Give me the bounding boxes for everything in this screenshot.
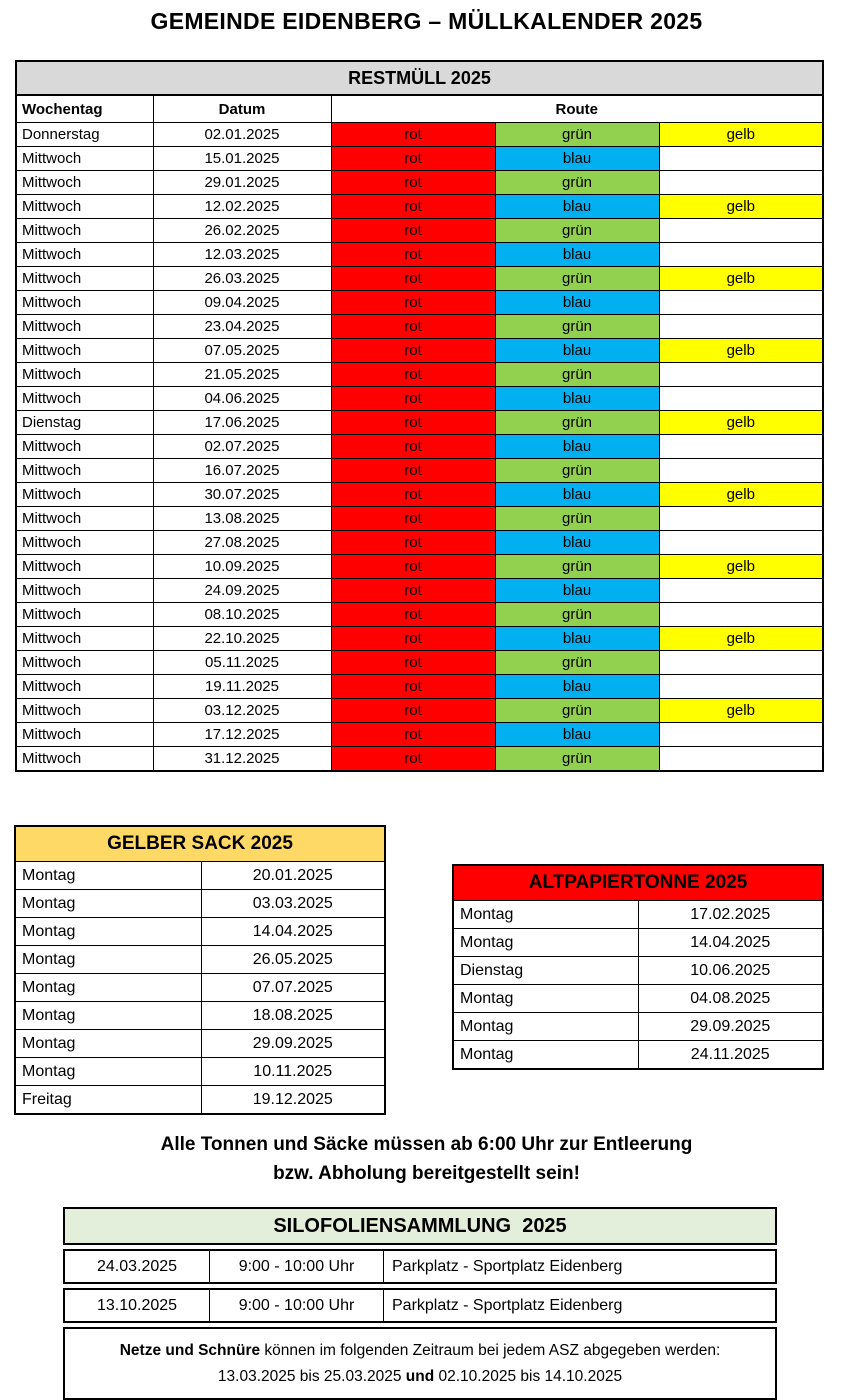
gelber-sack-body [15,862,385,1115]
route-cell-rot: rot [331,411,495,435]
route-cell-empty [659,243,823,267]
route-cell-rot: rot [331,723,495,747]
route-cell-gruen: grün [495,747,659,772]
silofolien-note [63,1327,777,1400]
date-cell: 17.12.2025 [153,723,331,747]
table-row [16,483,823,507]
weekday-cell: Montag [15,918,201,946]
altpapier-title: ALTPAPIERTONNE 2025 [453,865,823,901]
route-cell-gruen: grün [495,507,659,531]
date-cell: 10.11.2025 [201,1058,385,1086]
weekday-cell: Mittwoch [16,363,153,387]
altpapier-body [453,901,823,1070]
table-row [15,1030,385,1058]
route-cell-empty [659,363,823,387]
route-cell-blau: blau [495,147,659,171]
altpapier-title-row [453,865,823,901]
collection-location-cell: Parkplatz - Sportplatz Eidenberg [383,1251,775,1282]
table-row [16,171,823,195]
weekday-cell: Mittwoch [16,339,153,363]
route-cell-gruen: grün [495,123,659,147]
route-cell-empty [659,603,823,627]
route-cell-rot: rot [331,387,495,411]
table-row [15,1002,385,1030]
table-row [453,957,823,985]
table-row [16,579,823,603]
gelber-sack-table [14,825,386,1115]
date-cell: 03.12.2025 [153,699,331,723]
weekday-cell: Mittwoch [16,627,153,651]
weekday-cell: Freitag [15,1086,201,1115]
column-header-weekday: Wochentag [16,95,153,123]
silofolien-title: SILOFOLIENSAMMLUNG 2025 [63,1207,777,1245]
route-cell-gruen: grün [495,603,659,627]
route-cell-empty [659,675,823,699]
page-title: GEMEINDE EIDENBERG – MÜLLKALENDER 2025 [150,8,703,34]
route-cell-rot: rot [331,267,495,291]
route-cell-empty [659,435,823,459]
note-text-2b: 02.10.2025 bis 14.10.2025 [434,1367,623,1385]
table-row [16,387,823,411]
note-text-1: können im folgenden Zeitraum bei jedem ASZ abgegeben werden: [260,1342,721,1359]
weekday-cell: Mittwoch [16,243,153,267]
weekday-cell: Montag [15,946,201,974]
route-cell-gelb: gelb [659,267,823,291]
table-row [16,627,823,651]
column-header-route: Route [331,95,823,123]
route-cell-empty [659,747,823,772]
weekday-cell: Mittwoch [16,507,153,531]
route-cell-blau: blau [495,531,659,555]
route-cell-blau: blau [495,387,659,411]
route-cell-gelb: gelb [659,627,823,651]
table-row [16,459,823,483]
date-cell: 09.04.2025 [153,291,331,315]
weekday-cell: Mittwoch [16,171,153,195]
route-cell-gelb: gelb [659,123,823,147]
route-cell-gelb: gelb [659,411,823,435]
table-row [15,1086,385,1115]
collection-time-cell: 9:00 - 10:00 Uhr [209,1251,383,1282]
table-row [15,974,385,1002]
route-cell-gelb: gelb [659,483,823,507]
route-cell-blau: blau [495,195,659,219]
route-cell-rot: rot [331,363,495,387]
table-row [16,147,823,171]
table-row [16,555,823,579]
weekday-cell: Mittwoch [16,531,153,555]
date-cell: 12.03.2025 [153,243,331,267]
route-cell-gelb: gelb [659,195,823,219]
date-cell: 20.01.2025 [201,862,385,890]
table-row [453,1041,823,1070]
column-header-date: Datum [153,95,331,123]
route-cell-empty [659,459,823,483]
route-cell-rot: rot [331,195,495,219]
date-cell: 19.12.2025 [201,1086,385,1115]
table-row [15,946,385,974]
table-row [15,890,385,918]
route-cell-rot: rot [331,171,495,195]
weekday-cell: Mittwoch [16,147,153,171]
date-cell: 17.06.2025 [153,411,331,435]
route-cell-blau: blau [495,243,659,267]
table-row [16,747,823,772]
date-cell: 07.05.2025 [153,339,331,363]
table-row [15,1058,385,1086]
route-cell-gelb: gelb [659,339,823,363]
collection-time-cell: 9:00 - 10:00 Uhr [209,1290,383,1321]
date-cell: 04.08.2025 [638,985,823,1013]
date-cell: 24.11.2025 [638,1041,823,1070]
date-cell: 26.02.2025 [153,219,331,243]
route-cell-rot: rot [331,507,495,531]
date-cell: 04.06.2025 [153,387,331,411]
weekday-cell: Montag [15,1030,201,1058]
route-cell-gruen: grün [495,315,659,339]
weekday-cell: Mittwoch [16,579,153,603]
date-cell: 13.08.2025 [153,507,331,531]
route-cell-empty [659,147,823,171]
table-row [453,901,823,929]
weekday-cell: Montag [453,985,638,1013]
route-cell-rot: rot [331,603,495,627]
route-cell-blau: blau [495,483,659,507]
collection-date-cell: 13.10.2025 [96,1296,178,1314]
weekday-cell: Dienstag [453,957,638,985]
silofolien-section [63,1207,777,1400]
date-cell: 30.07.2025 [153,483,331,507]
date-cell: 14.04.2025 [201,918,385,946]
table-row [16,339,823,363]
weekday-cell: Mittwoch [16,291,153,315]
route-cell-blau: blau [495,723,659,747]
weekday-cell: Mittwoch [16,723,153,747]
route-cell-rot: rot [331,531,495,555]
table-row [16,267,823,291]
notice-text [0,1131,853,1188]
weekday-cell: Mittwoch [16,603,153,627]
route-cell-empty [659,219,823,243]
route-cell-rot: rot [331,627,495,651]
table-row [16,243,823,267]
table-row [16,699,823,723]
date-cell: 21.05.2025 [153,363,331,387]
route-cell-empty [659,723,823,747]
restmuell-title-row [16,61,823,95]
silofolien-rows [63,1249,777,1323]
weekday-cell: Montag [15,890,201,918]
table-row [16,507,823,531]
date-cell: 12.02.2025 [153,195,331,219]
weekday-cell: Mittwoch [16,459,153,483]
table-row [16,291,823,315]
weekday-cell: Montag [453,1041,638,1070]
route-cell-rot: rot [331,459,495,483]
route-cell-blau: blau [495,675,659,699]
route-cell-gelb: gelb [659,555,823,579]
weekday-cell: Montag [453,901,638,929]
weekday-cell: Montag [15,862,201,890]
date-cell: 26.05.2025 [201,946,385,974]
route-cell-empty [659,507,823,531]
route-cell-rot: rot [331,435,495,459]
weekday-cell: Mittwoch [16,675,153,699]
weekday-cell: Montag [453,929,638,957]
date-cell: 15.01.2025 [153,147,331,171]
restmuell-table [15,60,824,772]
route-cell-gruen: grün [495,651,659,675]
table-row [16,603,823,627]
route-cell-rot: rot [331,555,495,579]
gelber-sack-title: GELBER SACK 2025 [15,826,385,862]
route-cell-rot: rot [331,699,495,723]
weekday-cell: Mittwoch [16,651,153,675]
note-bold-lead: Netze und Schnüre [119,1342,261,1359]
route-cell-rot: rot [331,747,495,772]
weekday-cell: Mittwoch [16,435,153,459]
date-cell: 08.10.2025 [153,603,331,627]
route-cell-empty [659,315,823,339]
route-cell-rot: rot [331,675,495,699]
restmuell-body [16,123,823,772]
notice-line-2: bzw. Abholung bereitgestellt sein! [273,1162,580,1184]
weekday-cell: Mittwoch [16,219,153,243]
silofolien-note-line-2 [77,1364,763,1390]
table-row [453,929,823,957]
date-cell: 02.07.2025 [153,435,331,459]
route-cell-gruen: grün [495,411,659,435]
collection-date-cell: 24.03.2025 [96,1257,178,1275]
table-row [453,1013,823,1041]
date-cell: 26.03.2025 [153,267,331,291]
date-cell: 17.02.2025 [638,901,823,929]
silofolien-row [63,1249,777,1284]
weekday-cell: Mittwoch [16,195,153,219]
date-cell: 23.04.2025 [153,315,331,339]
silofolien-row [63,1288,777,1323]
route-cell-rot: rot [331,483,495,507]
route-cell-blau: blau [495,435,659,459]
date-cell: 03.03.2025 [201,890,385,918]
route-cell-blau: blau [495,291,659,315]
table-row [453,985,823,1013]
table-row [16,675,823,699]
gelber-sack-title-row [15,826,385,862]
weekday-cell: Mittwoch [16,483,153,507]
date-cell: 05.11.2025 [153,651,331,675]
date-cell: 16.07.2025 [153,459,331,483]
weekday-cell: Mittwoch [16,387,153,411]
table-row [16,195,823,219]
date-cell: 27.08.2025 [153,531,331,555]
route-cell-rot: rot [331,147,495,171]
route-cell-blau: blau [495,339,659,363]
weekday-cell: Dienstag [16,411,153,435]
restmuell-column-header-row [16,95,823,123]
table-row [16,123,823,147]
route-cell-gruen: grün [495,171,659,195]
note-bold-und: und [405,1367,435,1385]
weekday-cell: Montag [15,974,201,1002]
route-cell-empty [659,579,823,603]
table-row [16,411,823,435]
table-row [16,435,823,459]
date-cell: 29.09.2025 [201,1030,385,1058]
route-cell-gruen: grün [495,219,659,243]
weekday-cell: Mittwoch [16,699,153,723]
date-cell: 07.07.2025 [201,974,385,1002]
route-cell-gelb: gelb [659,699,823,723]
restmuell-title: RESTMÜLL 2025 [16,61,823,95]
altpapier-table [452,864,824,1070]
weekday-cell: Montag [453,1013,638,1041]
table-row [16,219,823,243]
route-cell-rot: rot [331,219,495,243]
route-cell-rot: rot [331,579,495,603]
table-row [15,918,385,946]
table-row [16,363,823,387]
table-row [16,315,823,339]
table-row [16,723,823,747]
date-cell: 19.11.2025 [153,675,331,699]
date-cell: 31.12.2025 [153,747,331,772]
collection-location-cell: Parkplatz - Sportplatz Eidenberg [383,1290,775,1321]
route-cell-rot: rot [331,243,495,267]
route-cell-empty [659,531,823,555]
route-cell-blau: blau [495,627,659,651]
table-row [16,531,823,555]
route-cell-rot: rot [331,339,495,363]
date-cell: 22.10.2025 [153,627,331,651]
route-cell-rot: rot [331,123,495,147]
date-cell: 29.09.2025 [638,1013,823,1041]
table-row [16,651,823,675]
route-cell-empty [659,387,823,411]
date-cell: 14.04.2025 [638,929,823,957]
route-cell-rot: rot [331,315,495,339]
date-cell: 02.01.2025 [153,123,331,147]
route-cell-gruen: grün [495,267,659,291]
route-cell-gruen: grün [495,555,659,579]
weekday-cell: Mittwoch [16,267,153,291]
route-cell-gruen: grün [495,459,659,483]
weekday-cell: Montag [15,1058,201,1086]
date-cell: 18.08.2025 [201,1002,385,1030]
note-text-2a: 13.03.2025 bis 25.03.2025 [217,1367,406,1385]
route-cell-rot: rot [331,291,495,315]
weekday-cell: Mittwoch [16,747,153,772]
silofolien-note-line-1 [77,1338,763,1364]
route-cell-empty [659,171,823,195]
route-cell-empty [659,651,823,675]
route-cell-empty [659,291,823,315]
table-row [15,862,385,890]
notice-line-1: Alle Tonnen und Säcke müssen ab 6:00 Uhr zur Entleerung [160,1134,693,1155]
route-cell-gruen: grün [495,363,659,387]
weekday-cell: Mittwoch [16,315,153,339]
route-cell-blau: blau [495,579,659,603]
weekday-cell: Donnerstag [16,123,153,147]
date-cell: 10.09.2025 [153,555,331,579]
date-cell: 10.06.2025 [638,957,823,985]
weekday-cell: Montag [15,1002,201,1030]
route-cell-rot: rot [331,651,495,675]
date-cell: 24.09.2025 [153,579,331,603]
date-cell: 29.01.2025 [153,171,331,195]
weekday-cell: Mittwoch [16,555,153,579]
route-cell-gruen: grün [495,699,659,723]
